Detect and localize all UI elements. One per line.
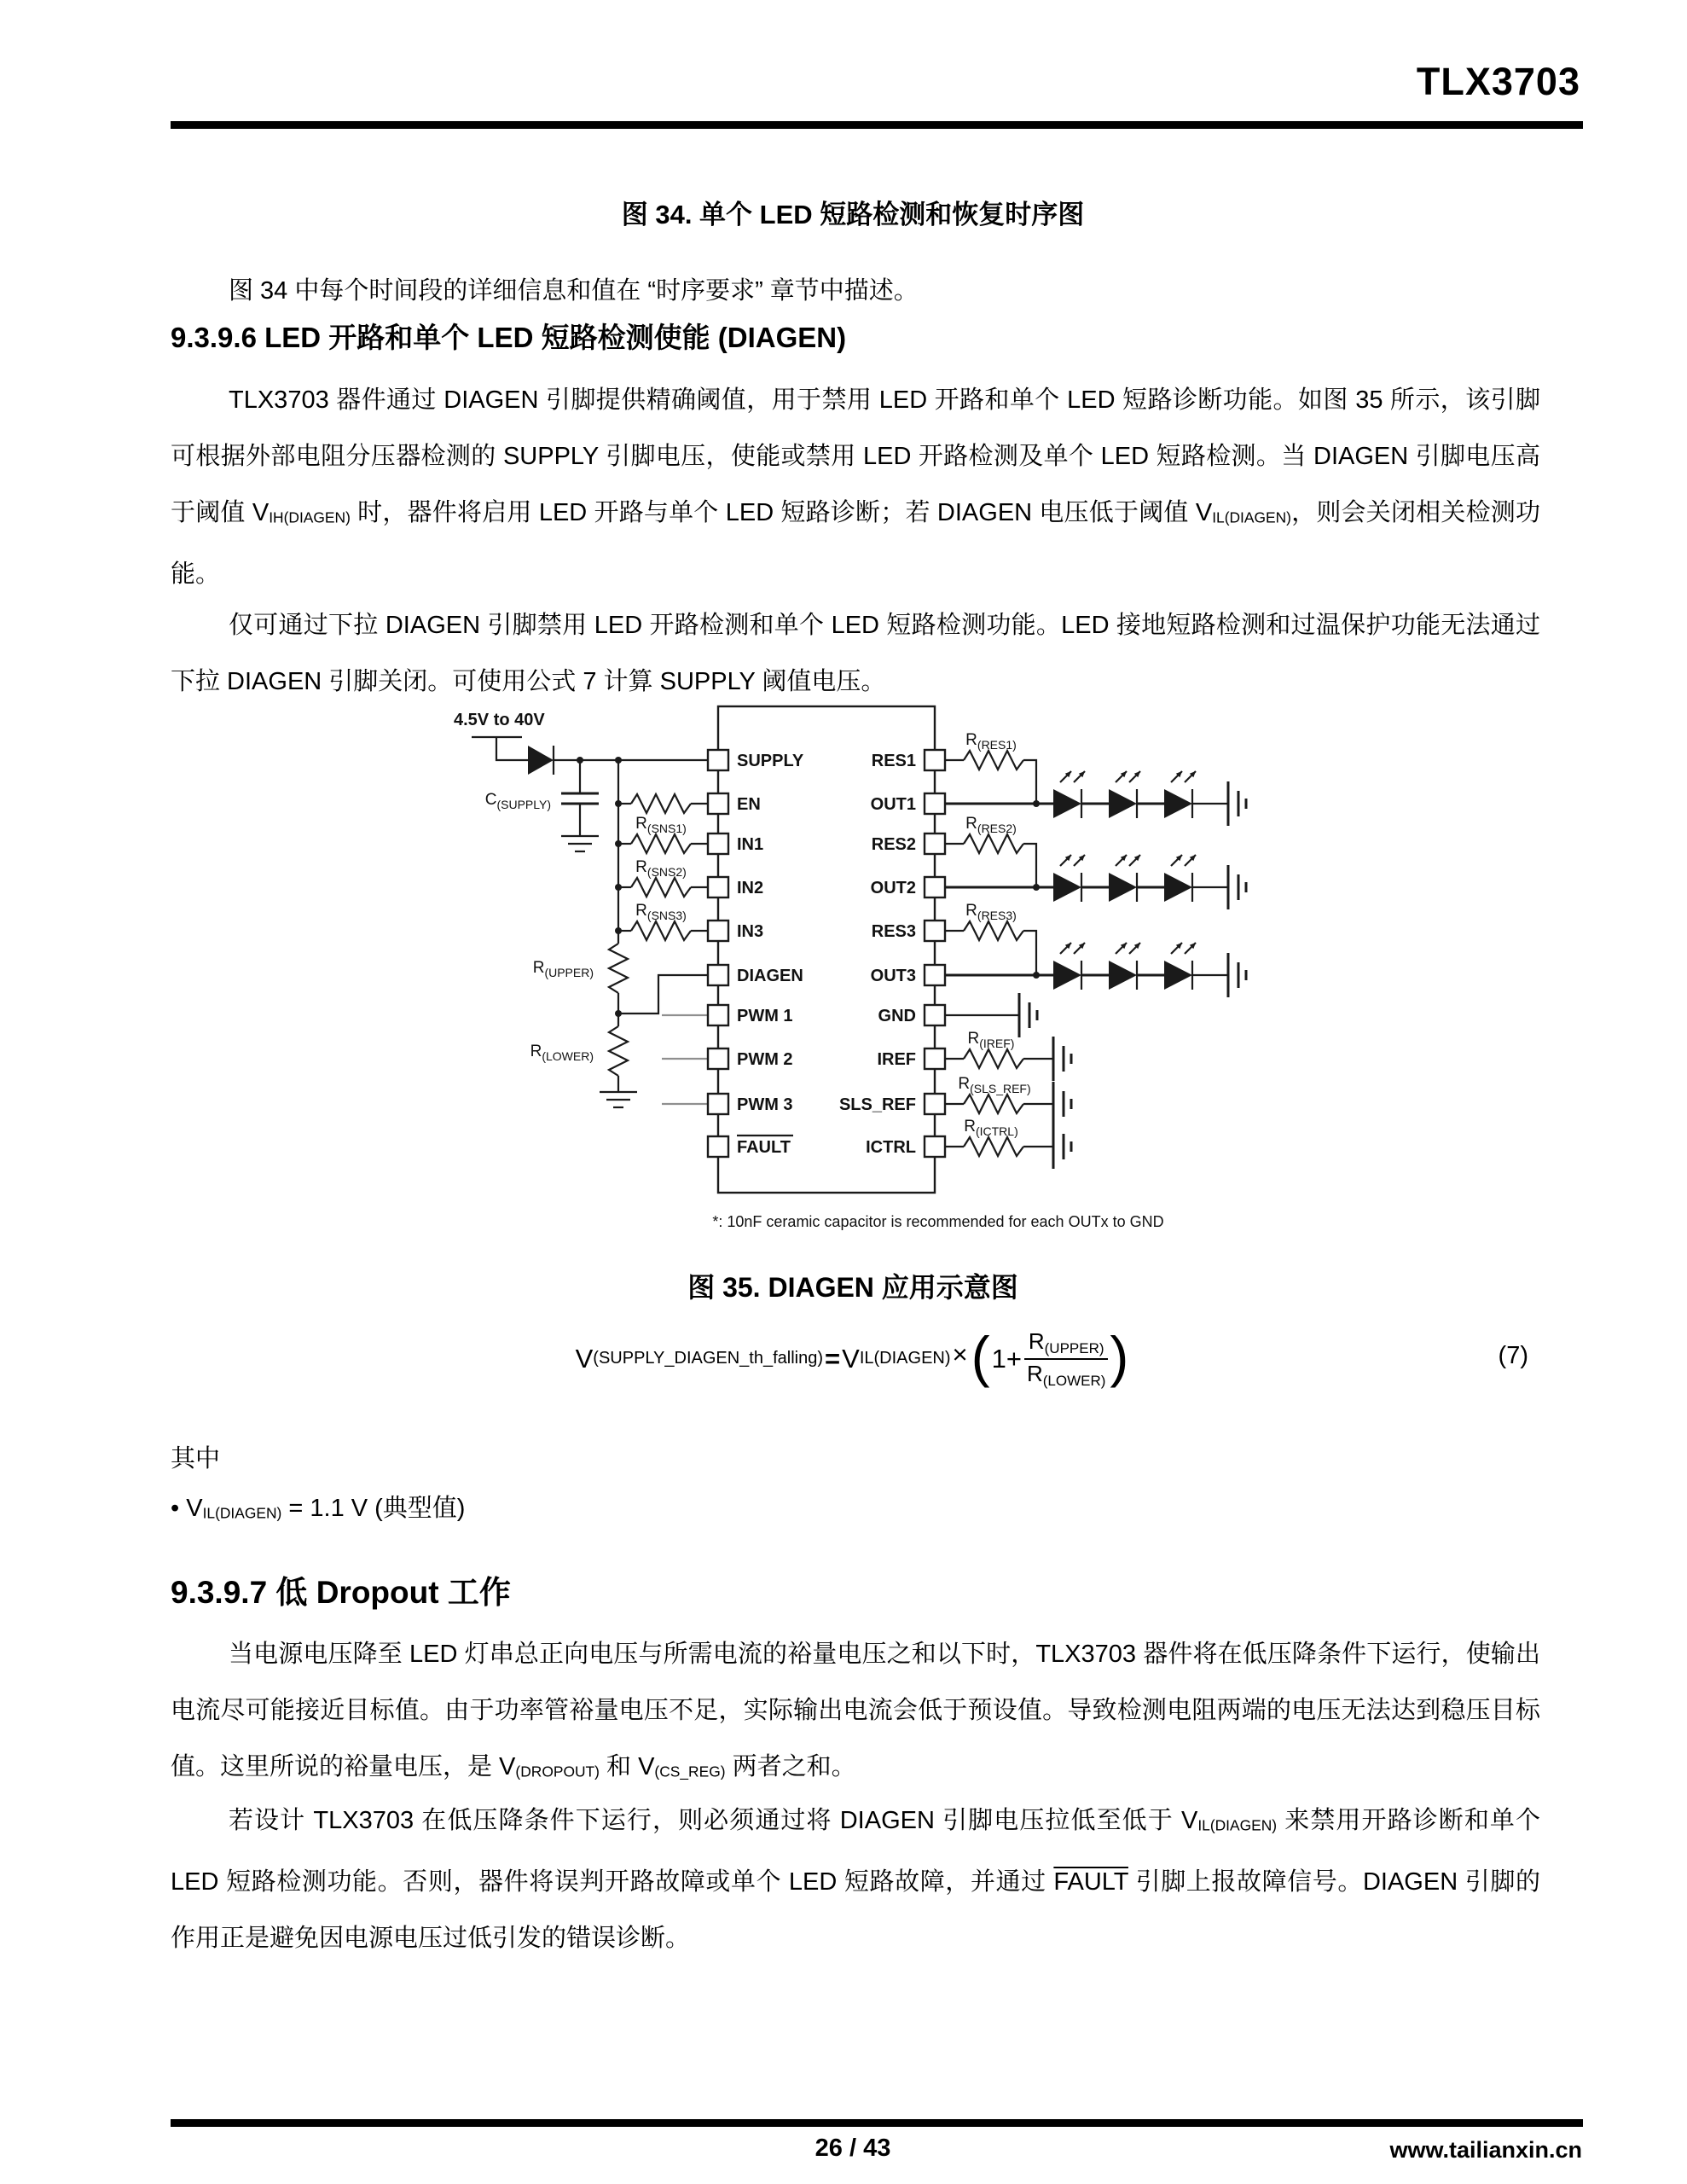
fraction-numerator [1029, 1327, 1104, 1357]
text-run: 若设计 TLX3703 在低压降条件下运行，则必须通过将 DIAGEN 引脚电压拉低至低于 V [229, 1807, 1198, 1834]
subscript: IL(DIAGEN) [202, 1504, 282, 1522]
pwm-stubs [662, 1015, 708, 1104]
led-strings [945, 771, 1246, 997]
subscript: IH(DIAGEN) [269, 508, 351, 526]
r-ictrl-label: $R_{(ICTRL)}$ [964, 1118, 1018, 1138]
r-res1-label: $R_{(RES1)}$ [965, 731, 1017, 752]
r-upper-sub: (UPPER) [1044, 1340, 1104, 1357]
pin-label-gnd: GND [878, 1007, 916, 1025]
pin-label-out1: OUT1 [870, 795, 916, 814]
text-run: 图 34 中每个时间段的详细信息和值在 “时序要求” 章节中描述。 [229, 277, 919, 305]
formula-lhs-sub: (SUPPLY_DIAGEN_th_falling) [593, 1349, 824, 1368]
subscript: (DROPOUT) [515, 1763, 600, 1780]
section-9397-paragraph-2 [171, 1792, 1540, 1966]
pin-label-in3: IN3 [737, 922, 764, 941]
text-run: 当电源电压降至 LED 灯串总正向电压与所需电流的裕量电压之和以下时，TLX3703 器件将在低压降条件下运行，使输出电流尽可能接近目标值。由于功率管裕量电压不足，实际输出电流会低于预设值。导致检测电阻两端的电压无法达到稳压目标值。这里所说的裕量电压，是 V [171, 1641, 1540, 1780]
r-upper-label: $R_{(UPPER)}$ [532, 959, 594, 979]
section-9397-heading: 9.3.9.7 低 Dropout 工作 [171, 1575, 511, 1610]
intro-paragraph [171, 263, 1540, 319]
r-res2-label: $R_{(RES2)}$ [965, 815, 1017, 835]
pin-label-out3: OUT3 [870, 967, 916, 985]
pin-label-res1: RES1 [871, 752, 916, 770]
r-upper: R [1028, 1328, 1045, 1355]
input-bus [615, 760, 708, 944]
close-paren: ) [1110, 1324, 1129, 1388]
pin-label-fault: FAULT [737, 1138, 791, 1157]
supply-range-label: 4.5V to 40V [454, 711, 545, 729]
pin-label-en: EN [737, 795, 761, 814]
pin-label-sls-ref: SLS_REF [838, 1095, 916, 1114]
ic-body [718, 706, 935, 1193]
one-plus: 1+ [991, 1343, 1022, 1374]
text-run: 和 V [599, 1753, 655, 1780]
text-run: TLX3703 器件通过 DIAGEN 引脚提供精确阈值，用于禁用 LED 开路和单个 LED 短路诊断功能。如图 35 所示，该引脚可根据外部电阻分压器检测的 SUPPLY 引脚电压，使能或禁用 LED 开路检测及单个 LED 短路检测。当 DIAGEN 引脚电压高于阈值 V [171, 386, 1540, 526]
pin-label-out2: OUT2 [870, 879, 916, 897]
where-label: 其中 [171, 1445, 221, 1472]
equation-body [171, 1310, 1535, 1408]
pin-label-supply: SUPPLY [737, 752, 804, 770]
res-resistors [945, 731, 1036, 975]
pin-label-pwm1: PWM 1 [737, 1007, 793, 1025]
text-run: 时，器件将启用 LED 开路与单个 LED 短路诊断；若 DIAGEN 电压低于阈值 V [350, 499, 1213, 526]
text-run: 两者之和。 [725, 1753, 856, 1780]
supply-capacitor [485, 760, 599, 851]
pin-label-diagen: DIAGEN [737, 967, 803, 985]
r-sns1-label: $R_{(SNS1)}$ [635, 815, 687, 835]
section-9396-paragraph-1 [171, 372, 1540, 602]
page-number: 26 / 43 [815, 2135, 891, 2162]
website-link[interactable]: www.tailianxin.cn [1389, 2137, 1582, 2163]
figure34-caption: 图 34. 单个 LED 短路检测和恢复时序图 [621, 200, 1085, 229]
r-lower-sub: (LOWER) [1042, 1372, 1106, 1389]
footer-rule [171, 2119, 1583, 2127]
r-lower: R [1026, 1360, 1043, 1386]
fault-overline-text: FAULT [1053, 1867, 1128, 1896]
r-lower-label: $R_{(LOWER)}$ [530, 1043, 594, 1063]
left-pins [708, 750, 804, 1157]
figure35-note: *: 10nF ceramic capacitor is recommended for each OUTx to GND [712, 1213, 1164, 1230]
formula-rhs: V [842, 1343, 860, 1374]
equals-sign: = [825, 1343, 841, 1374]
text-run: 引脚上报故障信号。DIAGEN 引脚的作用正是避免因电源电压过低引发的错误诊断。 [171, 1867, 1540, 1952]
pin-label-in2: IN2 [737, 879, 764, 897]
page-title: TLX3703 [1416, 60, 1580, 103]
r-sns2-label: $R_{(SNS2)}$ [635, 858, 687, 879]
r-iref-label: $R_{(IREF)}$ [967, 1030, 1015, 1050]
text-run: • V [171, 1495, 203, 1522]
pin-label-res2: RES2 [871, 835, 916, 854]
pin-label-pwm2: PWM 2 [737, 1050, 793, 1069]
equation-7 [171, 1310, 1535, 1408]
fraction [1024, 1327, 1108, 1390]
pin-label-res3: RES3 [871, 922, 916, 941]
subscript: IL(DIAGEN) [1212, 508, 1291, 526]
subscript: (CS_REG) [654, 1763, 726, 1780]
figure35-schematic [375, 672, 1313, 1235]
section-9396-heading: 9.3.9.6 LED 开路和单个 LED 短路检测使能 (DIAGEN) [171, 322, 847, 353]
r-res3-label: $R_{(RES3)}$ [965, 902, 1017, 922]
subscript: IL(DIAGEN) [1197, 1816, 1278, 1834]
open-paren: ( [971, 1324, 990, 1388]
reference-pins-network [945, 993, 1071, 1169]
right-pins [839, 750, 945, 1157]
text-run: 来禁用开路诊断和单个 LED 短路检测功能。否则，器件将误判开路故障或单个 LED 短路故障，并通过 [171, 1807, 1541, 1896]
fraction-denominator [1024, 1358, 1108, 1390]
pin-label-in1: IN1 [737, 835, 764, 854]
header-rule [171, 121, 1583, 129]
r-sls-ref-label: $R_{(SLS\_REF)}$ [958, 1075, 1031, 1095]
figure35-caption: 图 35. DIAGEN 应用示意图 [687, 1272, 1018, 1303]
pin-label-iref: IREF [877, 1050, 916, 1069]
text-run: = 1.1 V (典型值) [281, 1495, 466, 1522]
equation-number: (7) [1498, 1342, 1528, 1369]
capacitor-symbol [561, 793, 599, 804]
diagen-divider [530, 944, 708, 1107]
multiply-sign: × [952, 1339, 968, 1369]
formula-rhs-sub: IL(DIAGEN) [859, 1349, 951, 1368]
pin-label-ictrl: ICTRL [866, 1138, 916, 1157]
cap-supply-label: $C_{(SUPPLY)}$ [484, 791, 551, 811]
r-sns3-label: $R_{(SNS3)}$ [635, 902, 687, 922]
diode-symbol [528, 746, 554, 775]
formula-lhs: V [575, 1343, 594, 1374]
text-run: ，则会关闭相关检测功能。 [171, 499, 1540, 588]
where-bullet [171, 1491, 1540, 1531]
section-9397-paragraph-1 [171, 1626, 1540, 1800]
text-run: 仅可通过下拉 DIAGEN 引脚禁用 LED 开路检测和单个 LED 短路检测功能。LED 接地短路检测和过温保护功能无法通过下拉 DIAGEN 引脚关闭。可使用公式 7 计算 SUPPLY 阈值电压。 [171, 612, 1540, 695]
pin-label-pwm3: PWM 3 [737, 1095, 793, 1114]
